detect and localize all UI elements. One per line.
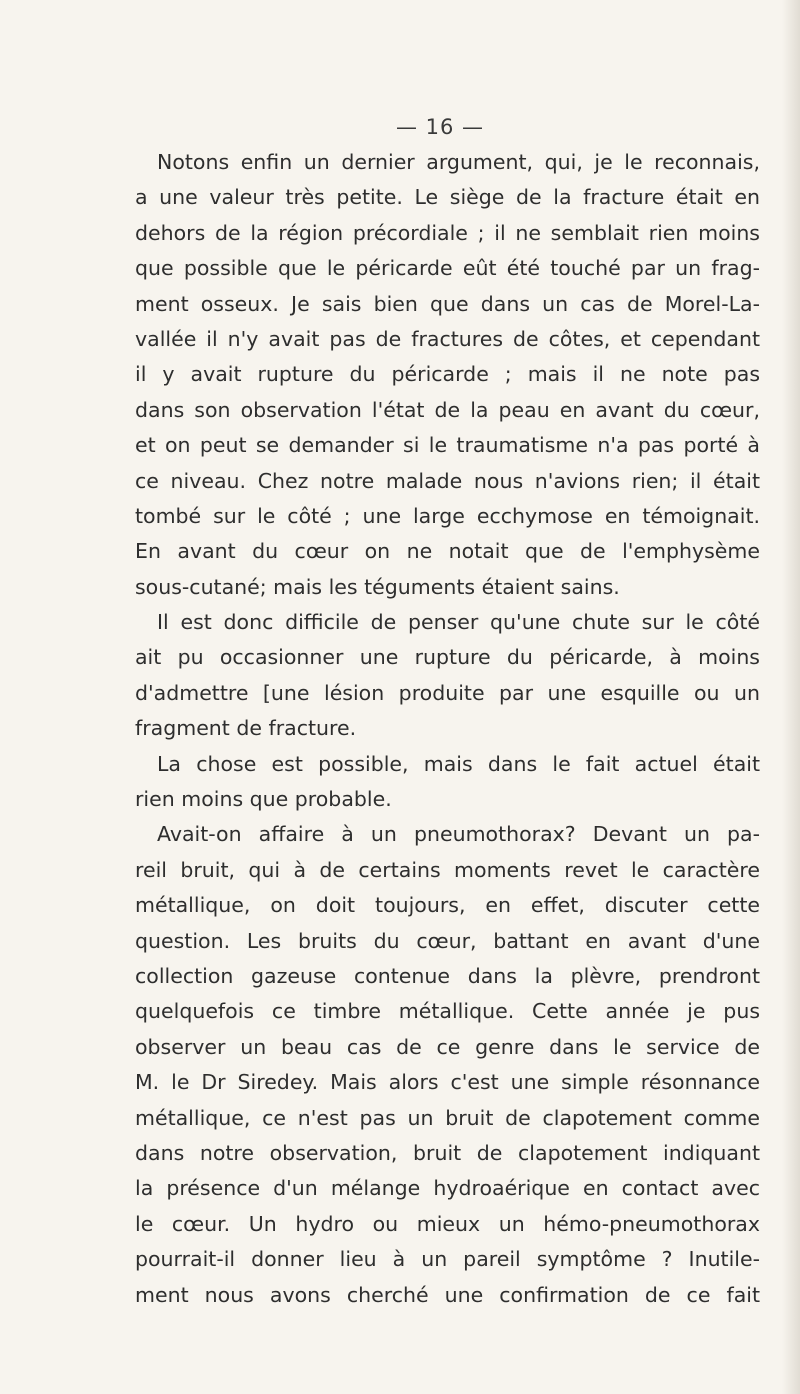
- text-line: la présence d'un mélange hydroaérique en contact avec: [135, 1176, 760, 1201]
- text-line: Avait-on affaire à un pneumothorax? Devant un pa-: [157, 822, 760, 847]
- text-line: quelquefois ce timbre métallique. Cette année je pus: [135, 999, 760, 1024]
- text-line: sous-cutané; mais les téguments étaient sains.: [135, 574, 620, 599]
- text-line: le cœur. Un hydro ou mieux un hémo-pneumothorax: [135, 1211, 760, 1236]
- text-line: que possible que le péricarde eût été touché par un frag-: [135, 256, 760, 281]
- page-edge-shadow: [782, 0, 800, 1394]
- text-line: Il est donc difficile de penser qu'une chute sur le côté: [157, 610, 760, 635]
- text-line: a une valeur très petite. Le siège de la fracture était en: [135, 185, 760, 210]
- text-line: ment nous avons cherché une confirmation de ce fait: [135, 1282, 760, 1307]
- text-line: il y avait rupture du péricarde ; mais il ne note pas: [135, 362, 760, 387]
- text-line: et on peut se demander si le traumatisme n'a pas porté à: [135, 433, 760, 458]
- text-line: En avant du cœur on ne notait que de l'emphysème: [135, 539, 760, 564]
- text-line: métallique, ce n'est pas un bruit de clapotement comme: [135, 1105, 760, 1130]
- text-line: observer un beau cas de ce genre dans le service de: [135, 1034, 760, 1059]
- text-line: ment osseux. Je sais bien que dans un cas de Morel-La-: [135, 291, 760, 316]
- text-line: dans notre observation, bruit de clapotement indiquant: [135, 1140, 760, 1165]
- text-line: vallée il n'y avait pas de fractures de côtes, et cependant: [135, 326, 760, 351]
- body-text: [135, 145, 760, 1313]
- text-line: dehors de la région précordiale ; il ne semblait rien moins: [135, 220, 760, 245]
- text-line: ait pu occasionner une rupture du péricarde, à moins: [135, 645, 760, 670]
- text-line: reil bruit, qui à de certains moments revet le caractère: [135, 857, 760, 882]
- text-line: tombé sur le côté ; une large ecchymose en témoignait.: [135, 503, 760, 528]
- text-line: La chose est possible, mais dans le fait actuel était: [157, 751, 760, 776]
- text-line: collection gazeuse contenue dans la plèvre, prendront: [135, 963, 760, 988]
- text-line: ce niveau. Chez notre malade nous n'avions rien; il était: [135, 468, 760, 493]
- page-number: — 16 —: [395, 115, 485, 139]
- text-line: M. le Dr Siredey. Mais alors c'est une simple résonnance: [135, 1070, 760, 1095]
- text-line: métallique, on doit toujours, en effet, discuter cette: [135, 893, 760, 918]
- text-line: d'admettre [une lésion produite par une esquille ou un: [135, 680, 760, 705]
- text-line: fragment de fracture.: [135, 716, 357, 741]
- text-line: Notons enfin un dernier argument, qui, je le reconnais,: [157, 150, 760, 174]
- text-line: dans son observation l'état de la peau en avant du cœur,: [135, 397, 760, 422]
- text-line: question. Les bruits du cœur, battant en avant d'une: [135, 928, 760, 953]
- text-line: pourrait-il donner lieu à un pareil symptôme ? Inutile-: [135, 1247, 760, 1272]
- text-line: rien moins que probable.: [135, 787, 392, 812]
